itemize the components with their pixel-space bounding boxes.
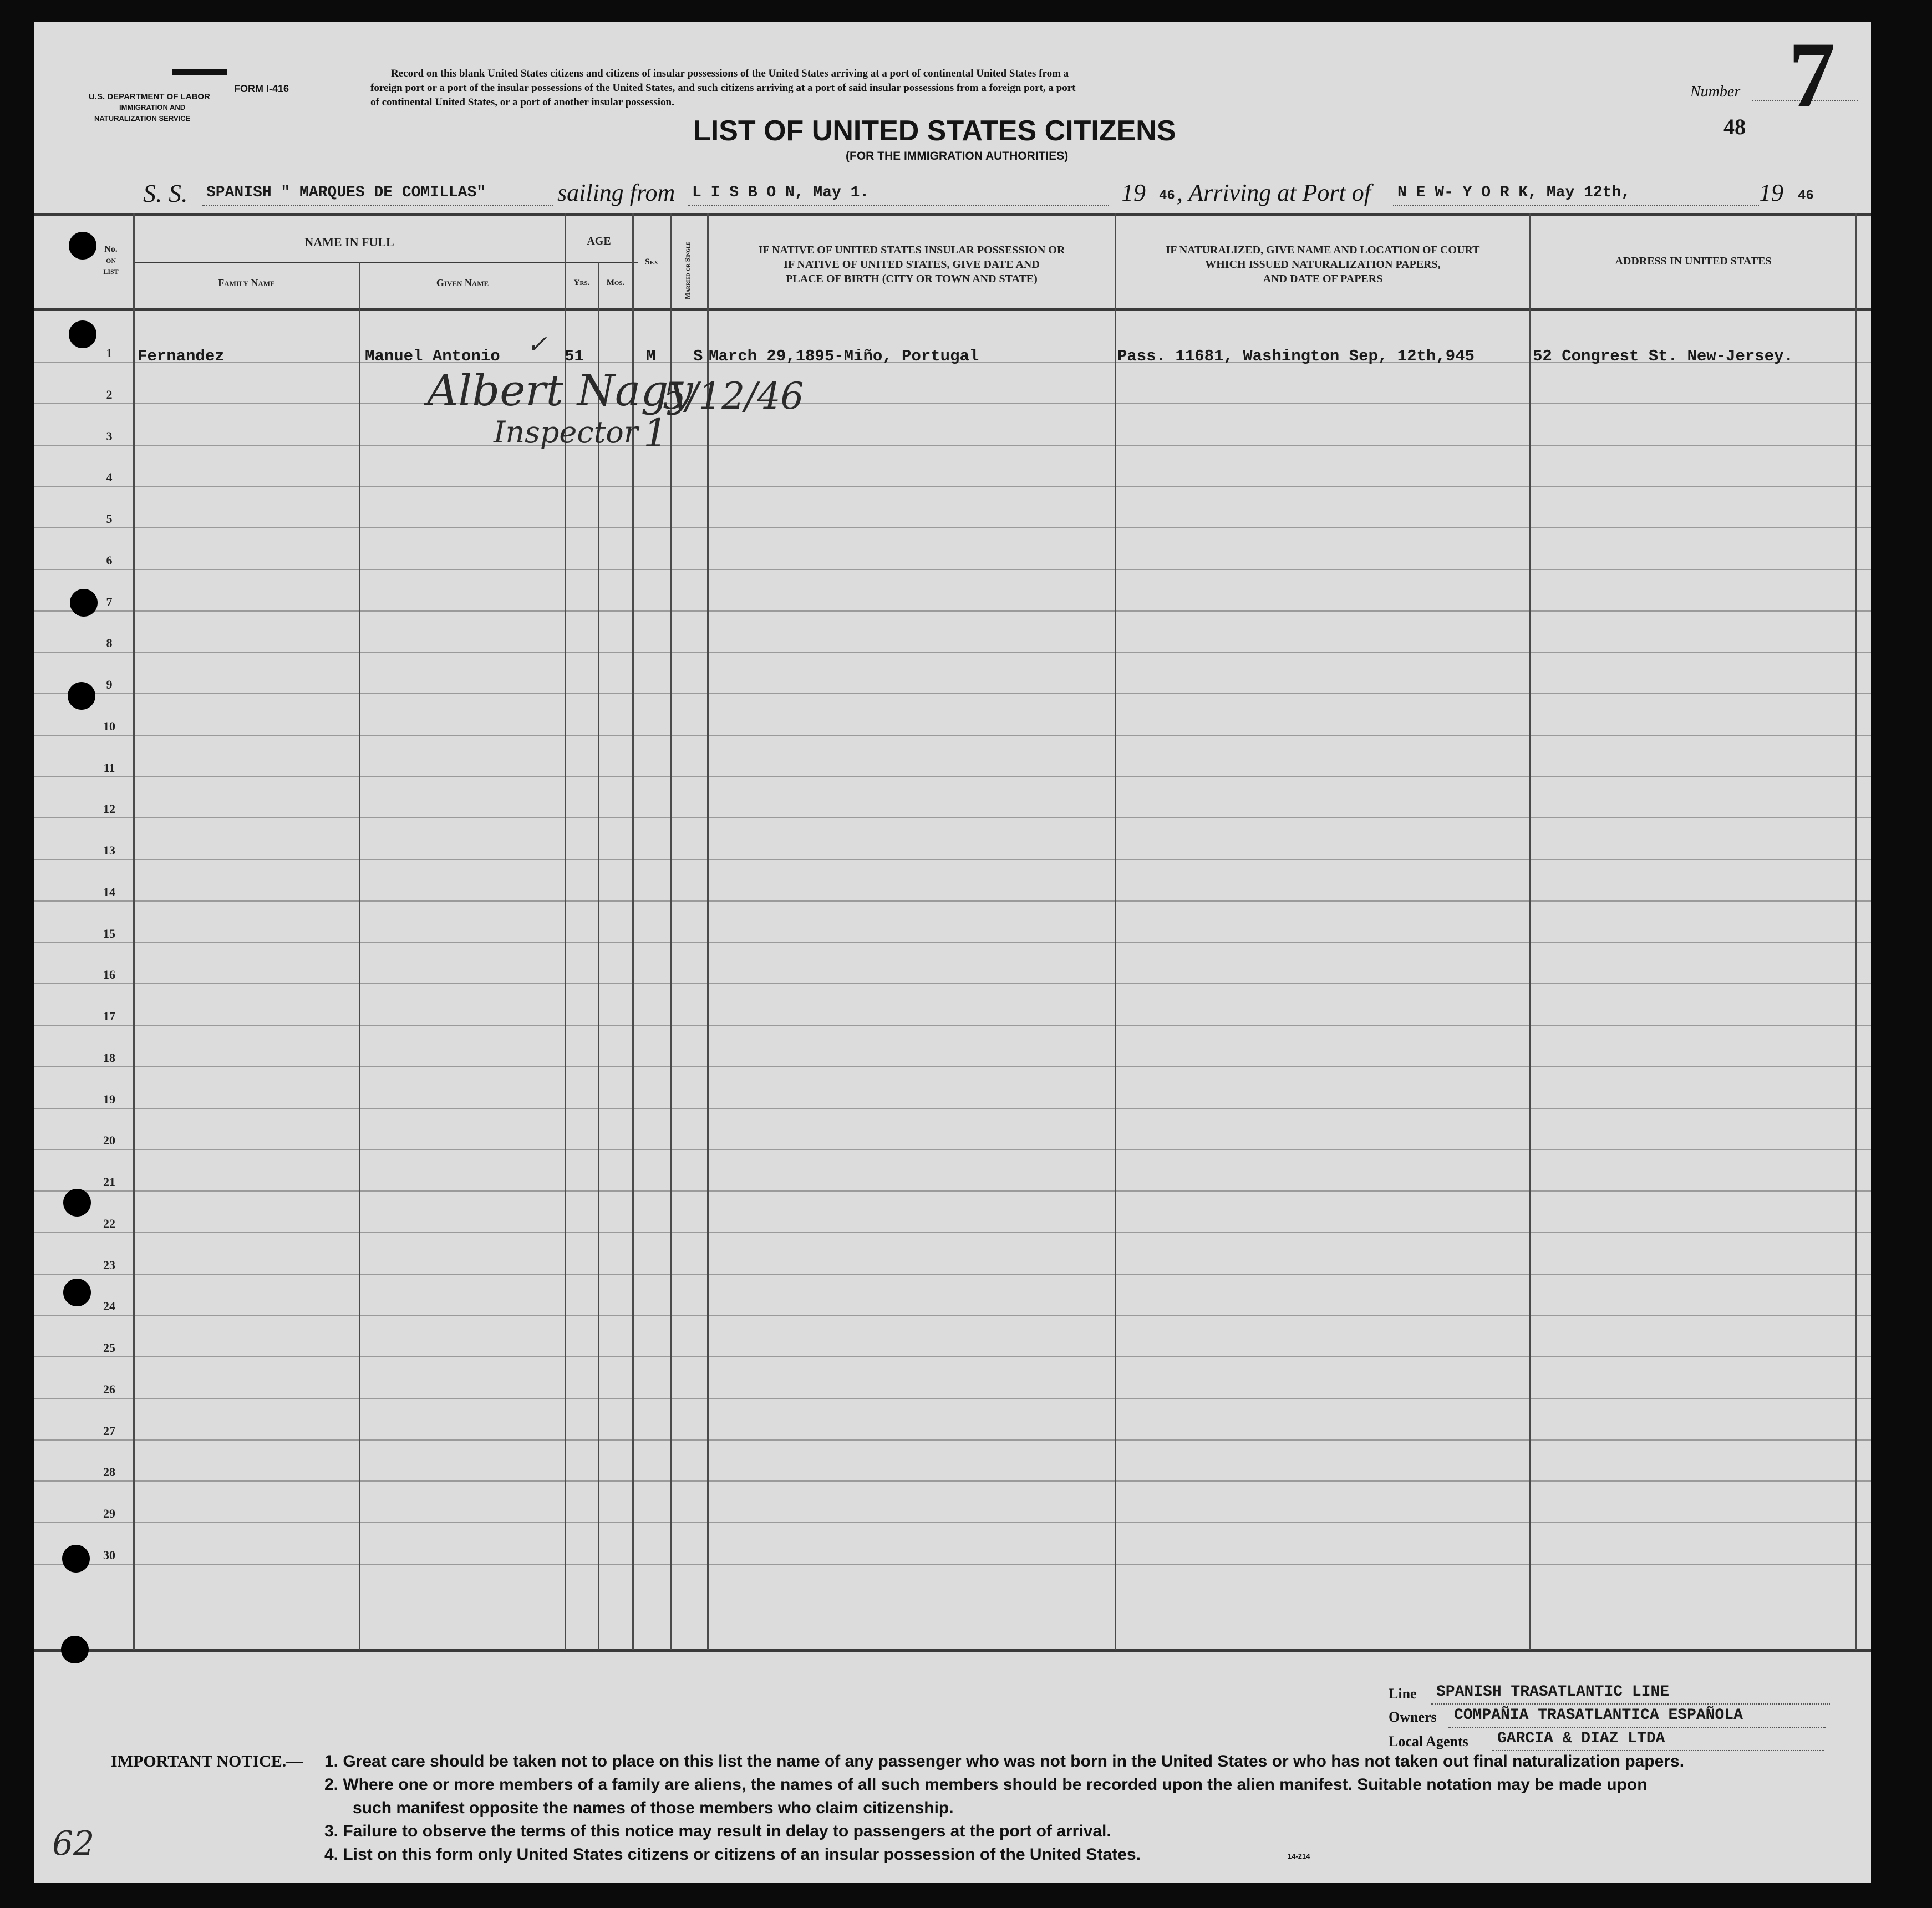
margin-note: 62 (52, 1824, 95, 1863)
row-number: 1 (106, 346, 113, 360)
header-list: LIST (103, 268, 119, 276)
punch-hole-5 (63, 1189, 91, 1217)
row-rule (34, 1522, 1871, 1523)
ship-name: SPANISH " MARQUES DE COMILLAS" (206, 184, 486, 201)
row-number: 22 (103, 1217, 115, 1230)
row-rule (34, 527, 1871, 528)
col-divider-naturalized (1529, 213, 1531, 1650)
ss-label: S. S. (143, 179, 188, 207)
header-given-name: Given Name (436, 277, 489, 288)
column-header-rule (134, 262, 638, 263)
row-number: 6 (106, 553, 113, 567)
passenger-family-name: Fernandez (138, 347, 225, 365)
header-on: ON (106, 257, 116, 264)
table-bottom-border (34, 1649, 1871, 1652)
row-number: 20 (103, 1133, 115, 1147)
header-birth (709, 243, 1115, 286)
header-family-name: Family Name (218, 277, 275, 288)
row-rule (34, 610, 1871, 612)
passenger-given-name: Manuel Antonio (365, 347, 500, 365)
col-divider-marital (707, 213, 709, 1650)
agency-line-1: U.S. DEPARTMENT OF LABOR (89, 92, 210, 101)
row-rule (34, 652, 1871, 653)
row-rule (34, 1315, 1871, 1316)
row-rule (34, 817, 1871, 818)
row-number: 3 (106, 429, 113, 443)
row-number: 8 (106, 636, 113, 650)
owners-label: Owners (1389, 1709, 1437, 1725)
inspector-date: 5/12/46 (663, 375, 804, 418)
year-prefix-1: 19 (1121, 179, 1146, 206)
row-rule (34, 776, 1871, 777)
header-married-or-single: Married or Single (683, 242, 692, 300)
punch-hole-4 (68, 682, 95, 710)
row-number: 14 (103, 885, 115, 899)
col-divider-yrs (598, 262, 599, 1650)
header-naturalized-line-3: AND DATE OF PAPERS (1263, 273, 1383, 285)
header-age: AGE (587, 235, 611, 247)
row-rule (34, 445, 1871, 446)
passenger-sex: M (646, 347, 656, 365)
arrival-port: N E W- Y O R K, May 12th, (1397, 184, 1631, 201)
row-number: 17 (103, 1009, 115, 1023)
sailing-label: sailing from (557, 179, 675, 206)
arrival-underline (1393, 205, 1759, 206)
header-birth-line-1: IF NATIVE OF UNITED STATES INSULAR POSSESSION OR (758, 244, 1065, 256)
notice-item-4: 4. List on this form only United States citizens or citizens of an insular possession of the United States. (324, 1845, 1141, 1864)
row-number: 12 (103, 802, 115, 816)
arriving-label: , Arriving at Port of (1177, 179, 1371, 206)
row-number: 18 (103, 1051, 115, 1065)
col-divider-birth (1115, 213, 1116, 1650)
row-rule (34, 403, 1871, 404)
row-number: 23 (103, 1258, 115, 1272)
header-naturalized-line-2: WHICH ISSUED NATURALIZATION PAPERS, (1205, 258, 1441, 271)
passenger-address: 52 Congrest St. New-Jersey. (1533, 347, 1793, 365)
row-number: 30 (103, 1548, 115, 1562)
row-number: 27 (103, 1424, 115, 1438)
header-sex: Sex (644, 257, 659, 267)
row-rule (34, 1439, 1871, 1441)
row-rule (34, 1190, 1871, 1192)
row-rule (34, 486, 1871, 487)
row-number: 5 (106, 512, 113, 526)
number-value: 7 (1788, 23, 1836, 127)
agents-underline (1492, 1750, 1824, 1751)
punch-hole-3 (70, 589, 98, 617)
table-top-border (34, 213, 1871, 216)
bottom-form-code: 14-214 (1288, 1852, 1310, 1860)
passenger-birth: March 29,1895-Miño, Portugal (709, 347, 979, 365)
header-address: ADDRESS IN UNITED STATES (1615, 255, 1772, 267)
header-bottom-border (34, 308, 1871, 311)
passenger-marital-status: S (693, 347, 703, 365)
row-number: 26 (103, 1382, 115, 1396)
intro-line-1: Record on this blank United States citizens and citizens of insular possessions of the United States arriving at a port of continental United States from a (391, 68, 1069, 79)
notice-item-3: 3. Failure to observe the terms of this notice may result in delay to passengers at the port of arrival. (324, 1822, 1111, 1840)
row-rule (34, 693, 1871, 694)
col-divider-sex (670, 213, 672, 1650)
row-rule (34, 900, 1871, 902)
row-number: 24 (103, 1299, 115, 1313)
row-number: 28 (103, 1465, 115, 1479)
row-number: 19 (103, 1092, 115, 1106)
sheet-number: 48 (1723, 114, 1746, 139)
manifest-page (34, 22, 1871, 1883)
line-underline (1431, 1703, 1830, 1705)
header-birth-line-3: PLACE OF BIRTH (CITY OR TOWN AND STATE) (786, 273, 1038, 285)
row-rule (34, 983, 1871, 984)
row-number: 29 (103, 1507, 115, 1520)
page-title: LIST OF UNITED STATES CITIZENS (693, 115, 1176, 147)
row-rule (34, 1356, 1871, 1357)
row-number: 10 (103, 719, 115, 733)
intro-line-3: of continental United States, or a port of another insular possession. (370, 96, 674, 108)
row-number: 21 (103, 1175, 115, 1189)
header-no: No. (104, 245, 118, 254)
col-divider-family (359, 262, 360, 1650)
punch-hole-7 (62, 1545, 90, 1573)
line-value: SPANISH TRASATLANTIC LINE (1436, 1683, 1670, 1701)
header-yrs: Yrs. (573, 278, 590, 287)
notice-item-1: 1. Great care should be taken not to place on this list the name of any passenger who was not born in the United States or who has not taken out final naturalization papers. (324, 1752, 1685, 1770)
agency-redaction-bar (172, 69, 227, 75)
year-prefix-2: 19 (1759, 179, 1783, 206)
header-naturalized-line-1: IF NATURALIZED, GIVE NAME AND LOCATION OF COURT (1166, 244, 1480, 256)
notice-heading: IMPORTANT NOTICE.— (111, 1752, 303, 1770)
row-rule (34, 735, 1871, 736)
row-rule (34, 1274, 1871, 1275)
punch-hole-6 (63, 1279, 91, 1306)
inspector-signature: Albert Nagy (427, 366, 693, 416)
row-number: 13 (103, 843, 115, 857)
punch-hole-2 (69, 320, 96, 348)
ship-underline (202, 205, 553, 206)
row-rule (34, 1025, 1871, 1026)
row-rule (34, 569, 1871, 570)
agents-value: GARCIA & DIAZ LTDA (1497, 1730, 1665, 1747)
agency-line-2: IMMIGRATION AND (119, 103, 186, 111)
agents-label: Local Agents (1389, 1733, 1468, 1749)
row-number: 4 (106, 470, 113, 484)
row-rule (34, 1066, 1871, 1067)
row-rule (34, 942, 1871, 943)
header-birth-line-2: IF NATIVE OF UNITED STATES, GIVE DATE AND (784, 258, 1040, 271)
header-naturalized (1116, 243, 1529, 286)
row-rule (34, 1108, 1871, 1109)
col-divider-address (1855, 213, 1857, 1650)
row-number: 9 (106, 678, 113, 691)
row-number: 2 (106, 388, 113, 401)
row-rule (34, 1480, 1871, 1482)
row-number: 15 (103, 927, 115, 940)
passenger-age-years: 51 (565, 347, 584, 365)
notice-item-2b: such manifest opposite the names of those members who claim citizenship. (353, 1799, 954, 1817)
arrival-year: 46 (1798, 189, 1814, 203)
notice-item-2a: 2. Where one or more members of a family are aliens, the names of all such members should be recorded upon the alien manifest. Suitable notation may be made upon (324, 1775, 1648, 1794)
departure-port: L I S B O N, May 1. (692, 184, 870, 201)
owners-value: COMPAÑIA TRASATLANTICA ESPAÑOLA (1454, 1707, 1743, 1724)
passenger-naturalization: Pass. 11681, Washington Sep, 12th,945 (1117, 347, 1475, 365)
number-label: Number (1690, 83, 1741, 100)
page-subtitle: (FOR THE IMMIGRATION AUTHORITIES) (846, 150, 1069, 162)
agency-line-3: NATURALIZATION SERVICE (94, 114, 191, 123)
line-label: Line (1389, 1686, 1417, 1702)
row-number: 7 (106, 595, 113, 609)
header-name-in-full: NAME IN FULL (304, 235, 394, 249)
inspector-check-mark: ✓ (527, 330, 547, 359)
row-number: 11 (103, 761, 115, 775)
row-number: 16 (103, 968, 115, 981)
form-number: FORM I-416 (234, 83, 289, 94)
row-rule (34, 1398, 1871, 1399)
inspector-mark: 1 (643, 410, 668, 456)
row-rule (34, 859, 1871, 860)
row-rule (34, 1149, 1871, 1150)
punch-hole-8 (61, 1636, 89, 1663)
row-rule (34, 1232, 1871, 1233)
header-mos: Mos. (606, 278, 625, 287)
inspector-title: Inspector (494, 415, 638, 450)
punch-hole-1 (69, 232, 96, 260)
owners-underline (1448, 1727, 1826, 1728)
intro-line-2: foreign port or a port of the insular possessions of the United States, and such citizens arriving at a port of said insular possessions from a foreign port, a port (370, 82, 1076, 94)
row-rule (34, 1564, 1871, 1565)
row-number: 25 (103, 1341, 115, 1355)
departure-year: 46 (1159, 189, 1175, 203)
departure-underline (688, 205, 1109, 206)
